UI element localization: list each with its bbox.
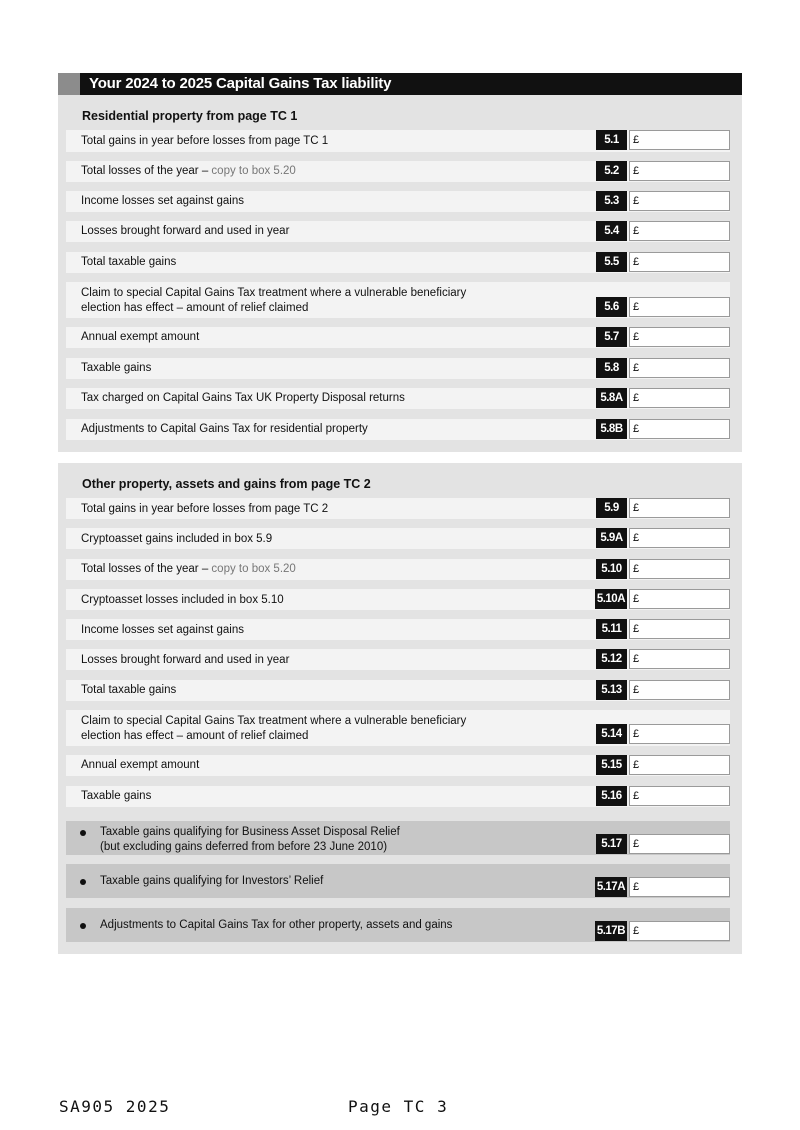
row-label: Losses brought forward and used in year bbox=[81, 654, 290, 666]
row-box-5-6 bbox=[66, 282, 730, 318]
row-box-5-3 bbox=[66, 191, 730, 212]
section-title: Your 2024 to 2025 Capital Gains Tax liability bbox=[89, 75, 392, 92]
row-box-5-16 bbox=[66, 786, 730, 807]
box-number: 5.1 bbox=[596, 130, 627, 150]
row-label: Total gains in year before losses from page TC 2 bbox=[81, 503, 329, 515]
amount-input-5-8[interactable]: £ bbox=[629, 358, 730, 378]
amount-input-5-1[interactable]: £ bbox=[629, 130, 730, 150]
row-box-5-13 bbox=[66, 680, 730, 701]
bullet-icon bbox=[80, 923, 86, 929]
row-label: Taxable gains qualifying for Investors’ Relief bbox=[100, 875, 324, 887]
amount-input-5-17a[interactable]: £ bbox=[629, 877, 730, 897]
box-number: 5.17B bbox=[595, 921, 627, 941]
row-box-5-17b bbox=[66, 908, 730, 942]
amount-input-5-16[interactable]: £ bbox=[629, 786, 730, 806]
box-number: 5.15 bbox=[596, 755, 627, 775]
row-label: Taxable gains bbox=[81, 362, 152, 374]
amount-input-5-9[interactable]: £ bbox=[629, 498, 730, 518]
row-box-5-8a bbox=[66, 388, 730, 409]
form-code: SA905 2025 bbox=[59, 1097, 171, 1116]
bullet-icon bbox=[80, 830, 86, 836]
box-number: 5.11 bbox=[596, 619, 627, 639]
amount-input-5-8b[interactable]: £ bbox=[629, 419, 730, 439]
amount-input-5-17b[interactable]: £ bbox=[629, 921, 730, 941]
box-number: 5.12 bbox=[596, 649, 627, 669]
row-label: Tax charged on Capital Gains Tax UK Property Disposal returns bbox=[81, 392, 405, 404]
amount-input-5-9a[interactable]: £ bbox=[629, 528, 730, 548]
amount-input-5-6[interactable]: £ bbox=[629, 297, 730, 317]
row-box-5-10a bbox=[66, 589, 730, 610]
section-title-bar bbox=[58, 73, 742, 95]
row-box-5-8 bbox=[66, 358, 730, 379]
box-number: 5.9 bbox=[596, 498, 627, 518]
box-number: 5.7 bbox=[596, 327, 627, 347]
amount-input-5-8a[interactable]: £ bbox=[629, 388, 730, 408]
row-label: Total losses of the year – copy to box 5.20 bbox=[81, 563, 296, 575]
row-label: Claim to special Capital Gains Tax treatment where a vulnerable beneficiary election has effect – amount of relief claimed bbox=[81, 287, 467, 314]
box-number: 5.13 bbox=[596, 680, 627, 700]
row-box-5-10 bbox=[66, 559, 730, 580]
row-label: Annual exempt amount bbox=[81, 331, 200, 343]
residential-property-panel bbox=[58, 95, 742, 452]
row-label: Adjustments to Capital Gains Tax for other property, assets and gains bbox=[100, 919, 453, 931]
row-label: Annual exempt amount bbox=[81, 759, 200, 771]
row-label: Claim to special Capital Gains Tax treatment where a vulnerable beneficiary election has effect – amount of relief claimed bbox=[81, 715, 467, 742]
box-number: 5.5 bbox=[596, 252, 627, 272]
box-number: 5.8 bbox=[596, 358, 627, 378]
row-box-5-9a bbox=[66, 528, 730, 549]
box-number: 5.3 bbox=[596, 191, 627, 211]
box-number: 5.16 bbox=[596, 786, 627, 806]
amount-input-5-2[interactable]: £ bbox=[629, 161, 730, 181]
row-box-5-9 bbox=[66, 498, 730, 519]
amount-input-5-12[interactable]: £ bbox=[629, 649, 730, 669]
row-box-5-12 bbox=[66, 649, 730, 670]
amount-input-5-17[interactable]: £ bbox=[629, 834, 730, 854]
row-box-5-17 bbox=[66, 821, 730, 855]
row-box-5-7 bbox=[66, 327, 730, 348]
row-label: Income losses set against gains bbox=[81, 195, 245, 207]
amount-input-5-10a[interactable]: £ bbox=[629, 589, 730, 609]
row-box-5-8b bbox=[66, 419, 730, 440]
amount-input-5-11[interactable]: £ bbox=[629, 619, 730, 639]
box-number: 5.17A bbox=[595, 877, 627, 897]
row-box-5-11 bbox=[66, 619, 730, 640]
row-box-5-4 bbox=[66, 221, 730, 242]
title-tab-marker bbox=[58, 73, 80, 95]
row-label: Cryptoasset gains included in box 5.9 bbox=[81, 533, 273, 545]
box-number: 5.6 bbox=[596, 297, 627, 317]
box-number: 5.17 bbox=[596, 834, 627, 854]
row-label: Total losses of the year – copy to box 5.20 bbox=[81, 165, 296, 177]
box-number: 5.10 bbox=[596, 559, 627, 579]
amount-input-5-10[interactable]: £ bbox=[629, 559, 730, 579]
box-number: 5.2 bbox=[596, 161, 627, 181]
residential-property-heading: Residential property from page TC 1 bbox=[82, 109, 298, 123]
row-box-5-15 bbox=[66, 755, 730, 776]
row-label: Total taxable gains bbox=[81, 256, 177, 268]
row-label: Total gains in year before losses from page TC 1 bbox=[81, 135, 329, 147]
box-number: 5.8B bbox=[596, 419, 627, 439]
row-label: Losses brought forward and used in year bbox=[81, 225, 290, 237]
row-label: Income losses set against gains bbox=[81, 624, 245, 636]
row-label: Total taxable gains bbox=[81, 684, 177, 696]
box-number: 5.4 bbox=[596, 221, 627, 241]
row-box-5-2 bbox=[66, 161, 730, 182]
row-label: Taxable gains qualifying for Business Asset Disposal Relief (but excluding gains deferred from before 23 June 2010) bbox=[100, 826, 400, 853]
amount-input-5-15[interactable]: £ bbox=[629, 755, 730, 775]
amount-input-5-3[interactable]: £ bbox=[629, 191, 730, 211]
other-property-heading: Other property, assets and gains from page TC 2 bbox=[82, 477, 371, 491]
box-number: 5.10A bbox=[595, 589, 627, 609]
box-number: 5.8A bbox=[596, 388, 627, 408]
bullet-icon bbox=[80, 879, 86, 885]
other-property-panel bbox=[58, 463, 742, 954]
row-box-5-17a bbox=[66, 864, 730, 898]
box-number: 5.14 bbox=[596, 724, 627, 744]
box-number: 5.9A bbox=[596, 528, 627, 548]
page-number: Page TC 3 bbox=[348, 1097, 449, 1116]
amount-input-5-13[interactable]: £ bbox=[629, 680, 730, 700]
row-box-5-1 bbox=[66, 130, 730, 152]
row-label: Adjustments to Capital Gains Tax for residential property bbox=[81, 423, 368, 435]
amount-input-5-7[interactable]: £ bbox=[629, 327, 730, 347]
row-label: Taxable gains bbox=[81, 790, 152, 802]
row-box-5-14 bbox=[66, 710, 730, 746]
row-box-5-5 bbox=[66, 252, 730, 273]
amount-input-5-4[interactable]: £ bbox=[629, 221, 730, 241]
amount-input-5-5[interactable]: £ bbox=[629, 252, 730, 272]
row-label: Cryptoasset losses included in box 5.10 bbox=[81, 594, 284, 606]
amount-input-5-14[interactable]: £ bbox=[629, 724, 730, 744]
